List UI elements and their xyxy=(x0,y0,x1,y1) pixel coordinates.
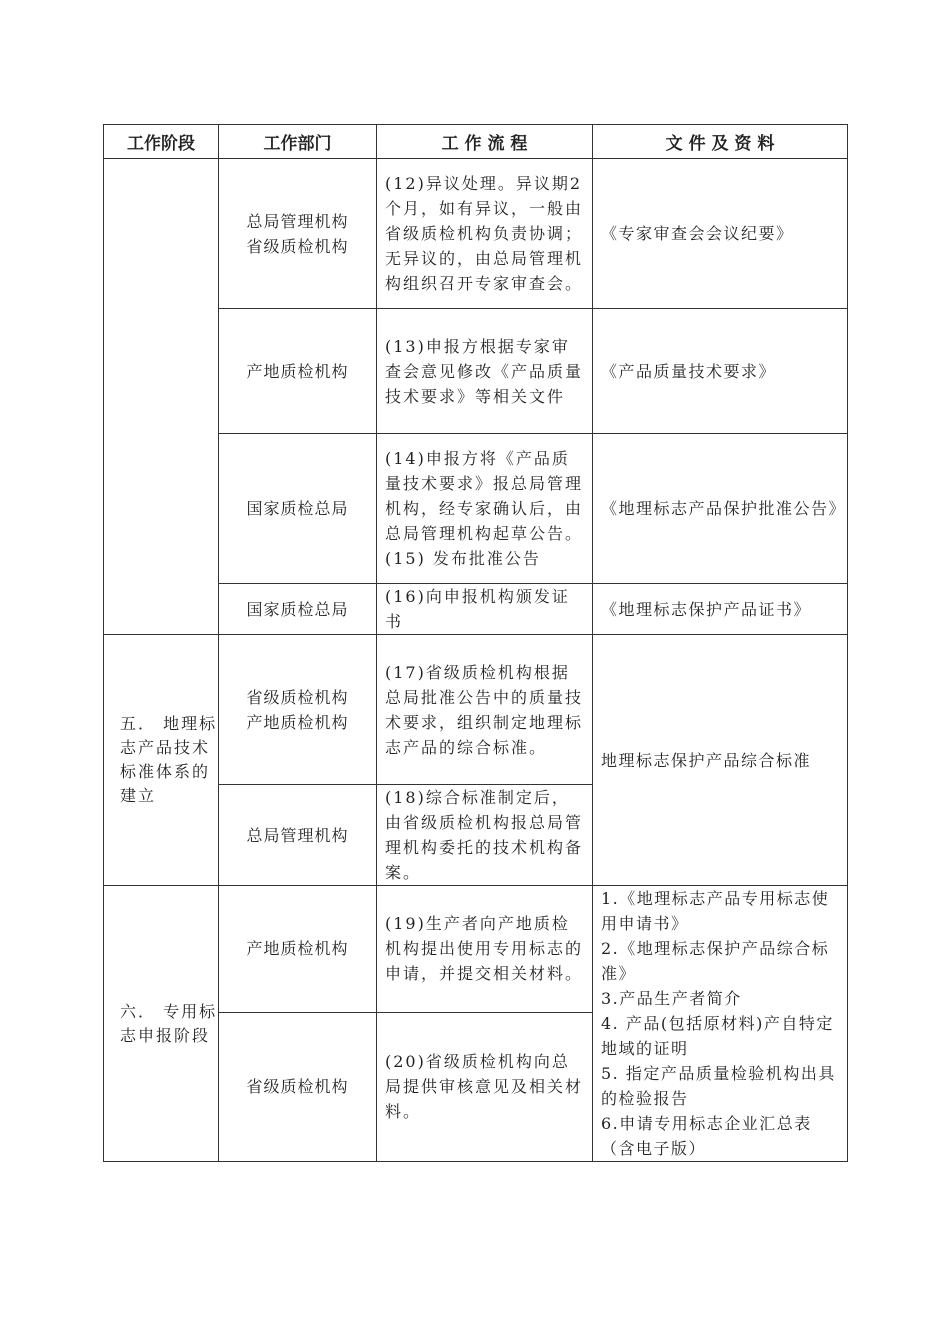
table-row xyxy=(104,159,848,309)
workflow-cell: (13)申报方根据专家审查会意见修改《产品质量技术要求》等相关文件 xyxy=(377,309,593,434)
workflow-cell: (17)省级质检机构根据总局批准公告中的质量技术要求，组织制定地理标志产品的综合标准。 xyxy=(377,635,593,785)
workflow-cell: (12)异议处理。异议期2个月，如有异议，一般由省级质检机构负责协调；无异议的，由总局管理机构组织召开专家审查会。 xyxy=(377,159,593,309)
documents-cell: 《产品质量技术要求》 xyxy=(593,309,848,434)
department-cell: 国家质检总局 xyxy=(219,584,377,635)
stage-label: 六． 专用标志申报阶段 xyxy=(120,1001,218,1045)
header-documents: 文 件 及 资 料 xyxy=(593,125,848,159)
workflow-cell: (18)综合标准制定后，由省级质检机构报总局管理机构委托的技术机构备案。 xyxy=(377,785,593,886)
stage-cell-empty xyxy=(104,159,219,635)
table-row xyxy=(104,886,848,1013)
stage-label: 五． 地理标志产品技术标准体系的建立 xyxy=(120,714,218,805)
department-cell: 国家质检总局 xyxy=(219,434,377,584)
documents-cell: 《专家审查会会议纪要》 xyxy=(593,159,848,309)
process-table xyxy=(103,124,848,1162)
header-stage: 工作阶段 xyxy=(104,125,219,159)
department-cell: 省级质检机构 产地质检机构 xyxy=(219,635,377,785)
stage-cell xyxy=(104,635,219,886)
header-department: 工作部门 xyxy=(219,125,377,159)
department-cell: 产地质检机构 xyxy=(219,886,377,1013)
workflow-cell: (20)省级质检机构向总局提供审核意见及相关材料。 xyxy=(377,1012,593,1161)
table-row xyxy=(104,635,848,785)
department-cell: 产地质检机构 xyxy=(219,309,377,434)
header-workflow: 工 作 流 程 xyxy=(377,125,593,159)
documents-cell: 《地理标志产品保护批准公告》 xyxy=(593,434,848,584)
header-row xyxy=(104,125,848,159)
department-cell: 省级质检机构 xyxy=(219,1012,377,1161)
documents-cell: 地理标志保护产品综合标准 xyxy=(593,635,848,886)
documents-cell: 1.《地理标志产品专用标志使用申请书》 2.《地理标志保护产品综合标准》 3.产品生产者简介 4. 产品(包括原材料)产自特定地域的证明 5. 指定产品质量检验机构出具的检验报告 6.申请专用标志企业汇总表（含电子版） xyxy=(593,886,848,1162)
department-cell: 总局管理机构 xyxy=(219,785,377,886)
workflow-cell: (14)申报方将《产品质量技术要求》报总局管理机构，经专家确认后，由总局管理机构起草公告。 (15) 发布批准公告 xyxy=(377,434,593,584)
workflow-cell: (19)生产者向产地质检机构提出使用专用标志的申请，并提交相关材料。 xyxy=(377,886,593,1013)
stage-cell xyxy=(104,886,219,1162)
documents-cell: 《地理标志保护产品证书》 xyxy=(593,584,848,635)
department-cell: 总局管理机构 省级质检机构 xyxy=(219,159,377,309)
workflow-cell: (16)向申报机构颁发证书 xyxy=(377,584,593,635)
